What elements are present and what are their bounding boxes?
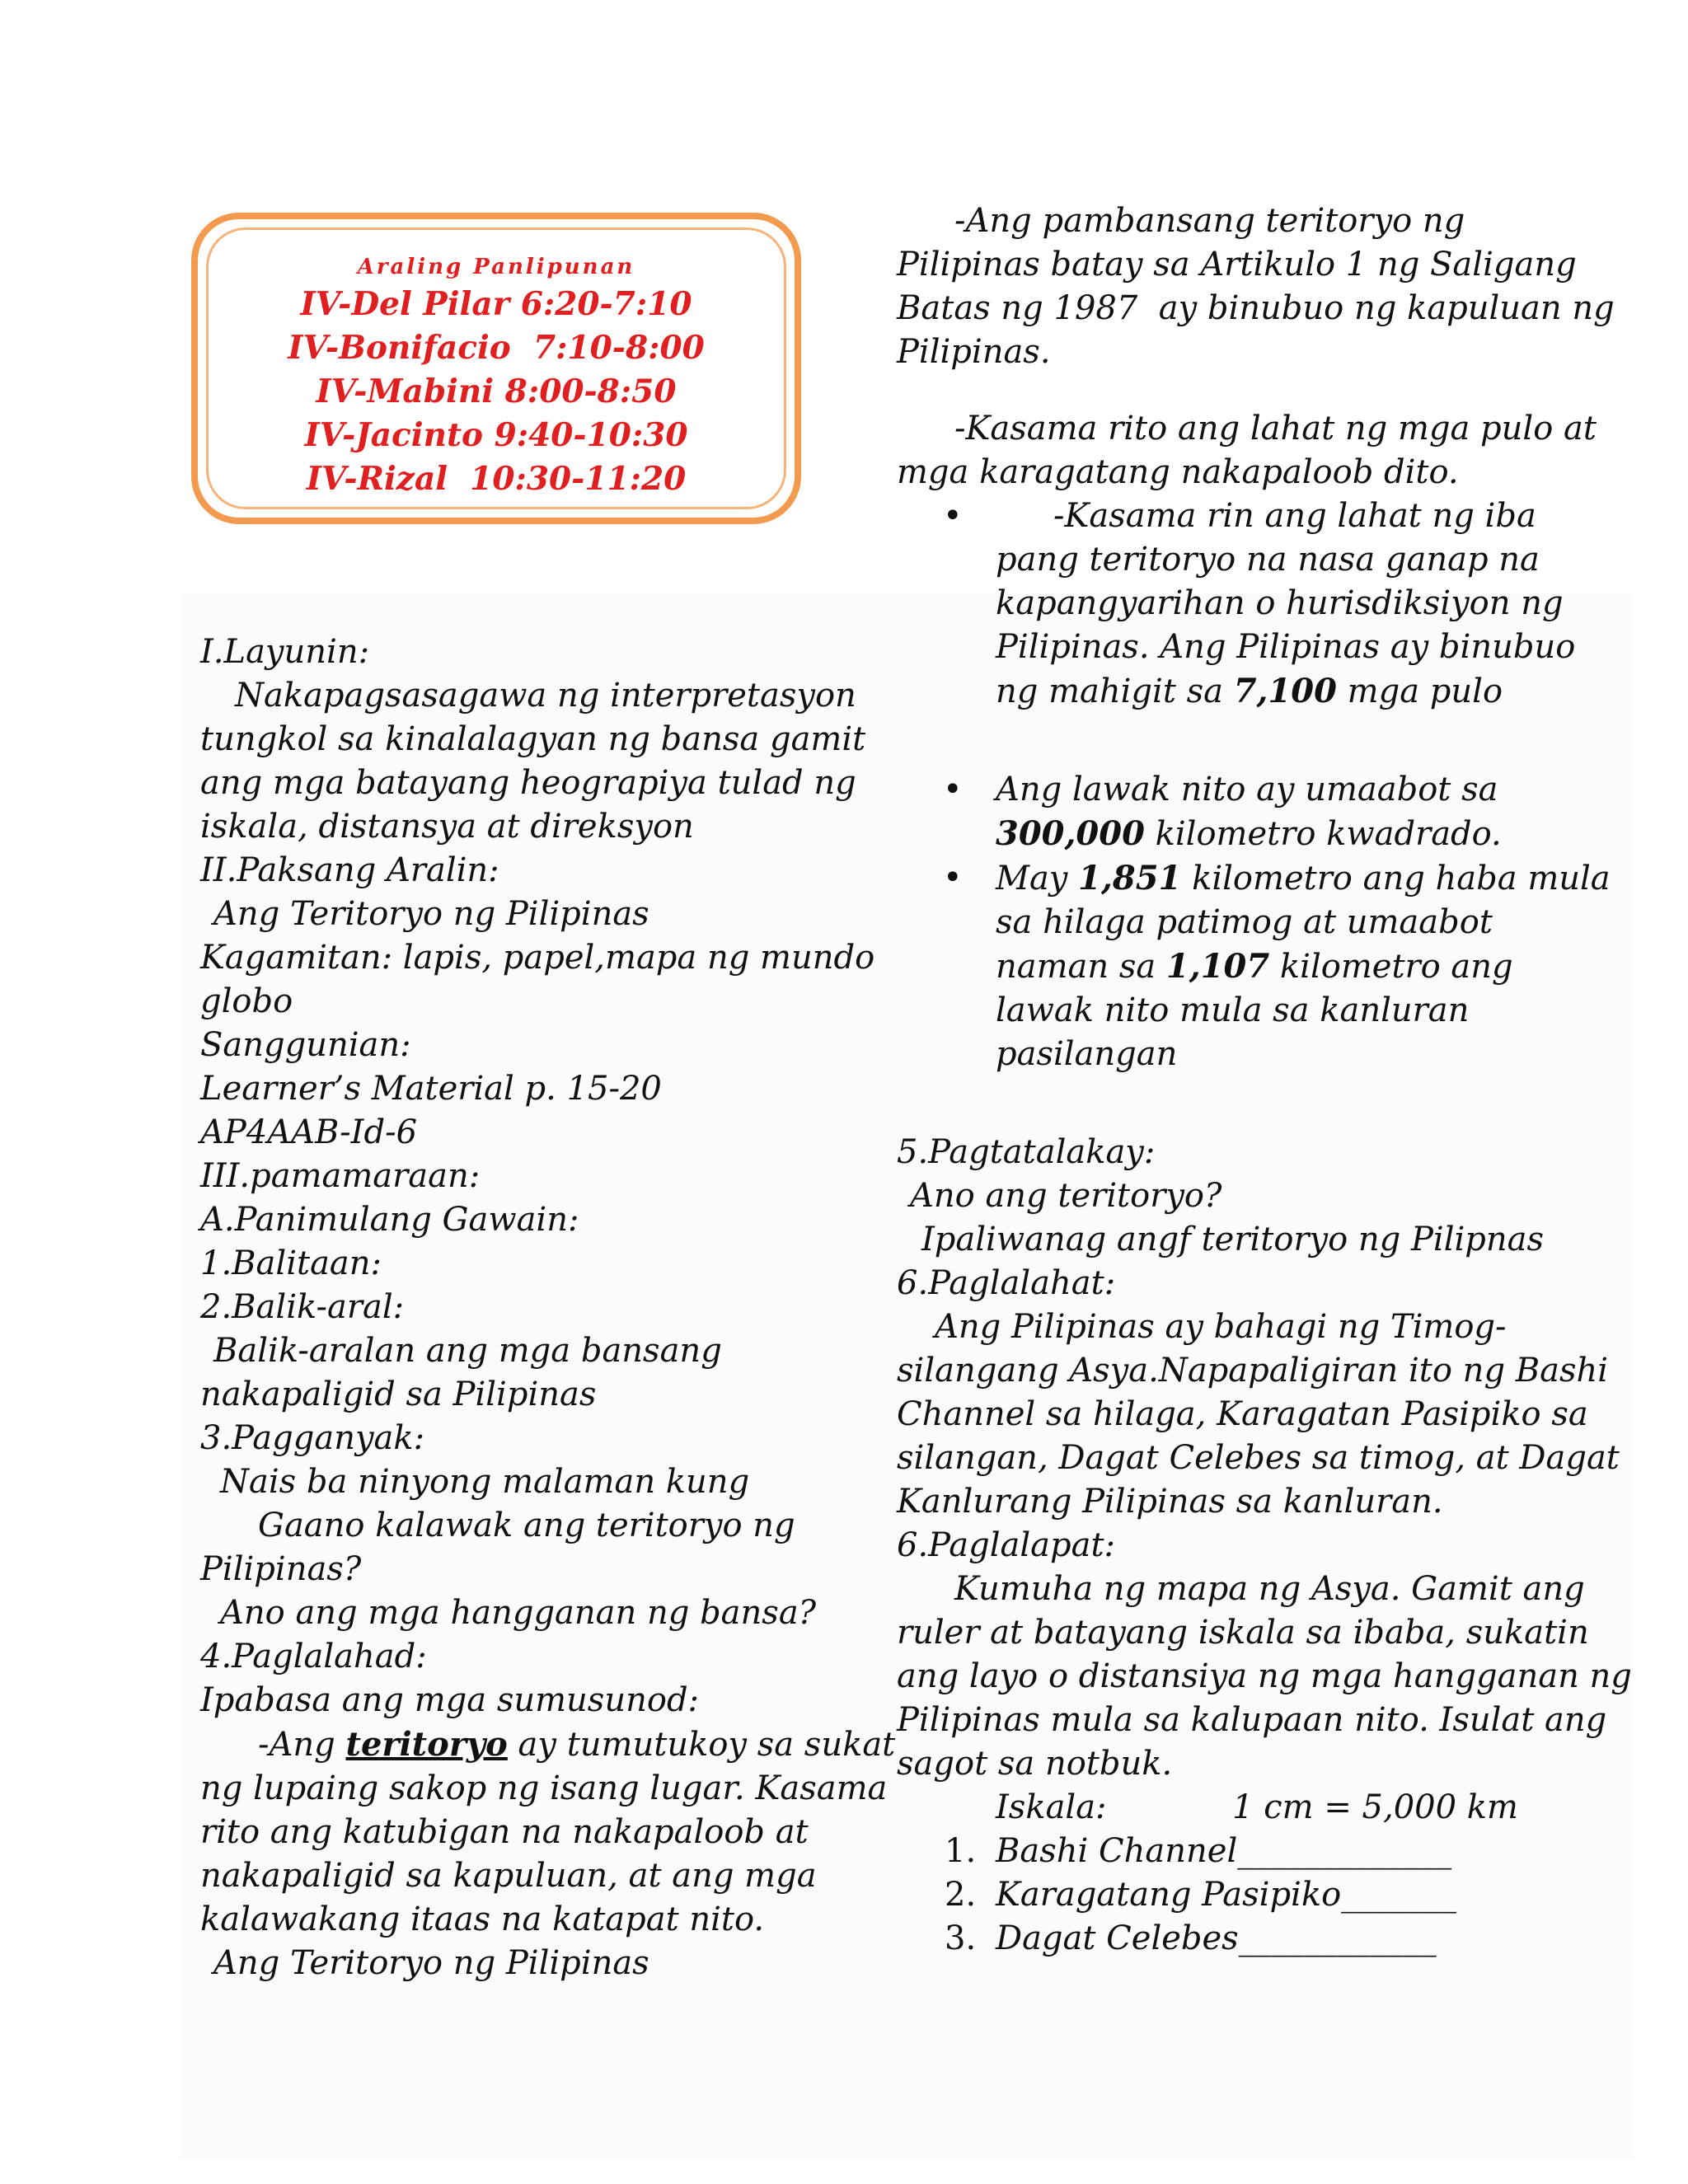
bullet-line	[996, 669, 1540, 714]
bullet-line	[996, 944, 1540, 989]
ipabasa-line: Ipabasa ang mga sumusunod:	[200, 1681, 700, 1719]
balik-aral-line: Balik-aralan ang mga bansang	[213, 1332, 722, 1370]
schedule-line: IV-Mabini 8:00-8:50	[316, 373, 677, 410]
pagganyak-heading: 3.Pagganyak:	[200, 1419, 425, 1457]
schedule-line: IV-Del Pilar 6:20-7:10	[300, 285, 692, 323]
schedule-line: IV-Bonifacio 7:10-8:00	[288, 329, 705, 367]
layunin-text-line: ang mga batayang heograpiya tulad ng	[200, 764, 856, 802]
list-number: 2.	[945, 1876, 977, 1914]
bullet-item	[897, 494, 1576, 714]
bullet-line: sa hilaga patimog at umaabot	[996, 903, 1493, 941]
list-item-text: Bashi Channel_____________	[996, 1832, 1452, 1870]
pagganyak-line: Ano ang mga hangganan ng bansa?	[220, 1594, 817, 1632]
list-number: 1.	[945, 1832, 977, 1870]
text-span: ng mahigit sa	[996, 673, 1234, 710]
sanggunian-line: Learner’s Material p. 15-20	[200, 1070, 662, 1108]
sanggunian-heading: Sanggunian:	[200, 1026, 411, 1064]
definition-first-line	[200, 1722, 896, 1767]
text-span: kilometro ang	[1269, 948, 1513, 986]
closing-line: Ang Teritoryo ng Pilipinas	[213, 1944, 649, 1982]
schedule-box	[191, 213, 801, 524]
bullet-line	[996, 812, 1540, 856]
balitaan-heading: 1.Balitaan:	[200, 1244, 382, 1282]
right-column	[897, 199, 1632, 1961]
bullet-line: kapangyarihan o hurisdiksiyon ng	[996, 584, 1564, 622]
definition-line: nakapaligid sa kapuluan, at ang mga	[200, 1857, 817, 1895]
bullet-line: Pilipinas. Ang Pilipinas ay binubuo	[996, 628, 1576, 666]
paglalahat-heading: 6.Paglalahat:	[897, 1264, 1116, 1302]
bullet-item	[897, 856, 1611, 1076]
bullet-line: -Kasama rin ang lahat ng iba	[1053, 497, 1536, 535]
bullet-icon: •	[943, 771, 963, 808]
paglalapat-line: ang layo o distansiya ng mga hangganan ng	[897, 1657, 1632, 1695]
text-span: naman sa	[996, 948, 1166, 986]
definition-line: rito ang katubigan na nakapaloob at	[200, 1813, 809, 1851]
paglalahat-line: Kanlurang Pilipinas sa kanluran.	[897, 1483, 1443, 1521]
paksa-text: Ang Teritoryo ng Pilipinas	[213, 895, 649, 933]
list-number: 3.	[945, 1919, 977, 1957]
kagamitan-line: Kagamitan: lapis, papel,mapa ng mundo	[200, 939, 875, 977]
list-item	[897, 1917, 1540, 1961]
list-item-text: Karagatang Pasipiko_______	[996, 1876, 1457, 1914]
list-item-text: Dagat Celebes____________	[996, 1919, 1437, 1957]
bullet-line: pasilangan	[996, 1035, 1178, 1073]
pagtatalakay-line: Ipaliwanag angf teritoryo ng Pilipnas	[921, 1221, 1545, 1258]
bold-number: 1,107	[1165, 947, 1270, 986]
bold-number: 7,100	[1233, 672, 1337, 710]
paglalahat-line: silangang Asya.Napapaligiran ito ng Bashi	[897, 1352, 1609, 1390]
bullet-line	[996, 856, 1611, 901]
paglalapat-line: sagot sa notbuk.	[897, 1745, 1173, 1783]
panimula-heading: A.Panimulang Gawain:	[200, 1201, 579, 1239]
text-span: May	[996, 860, 1079, 898]
layunin-text-line: Nakapagsasagawa ng interpretasyon	[235, 677, 856, 715]
list-item	[897, 1830, 1540, 1873]
list-item	[897, 1873, 1540, 1917]
bullet-list	[897, 494, 1611, 1076]
schedule-line: IV-Jacinto 9:40-10:30	[304, 416, 688, 454]
paragraph-line: Batas ng 1987 ay binubuo ng kapuluan ng	[897, 289, 1615, 327]
layunin-heading: I.Layunin:	[200, 633, 370, 671]
pagtatalakay-heading: 5.Pagtatalakay:	[897, 1133, 1156, 1171]
paksa-heading: II.Paksang Aralin:	[200, 851, 499, 889]
pagganyak-line: Nais ba ninyong malaman kung	[220, 1463, 750, 1501]
paglalahat-line: silangan, Dagat Celebes sa timog, at Dagat	[897, 1439, 1620, 1477]
text-span: kilometro kwadrado.	[1144, 815, 1502, 853]
pagtatalakay-line: Ano ang teritoryo?	[910, 1177, 1222, 1215]
definition-line: ng lupaing sakop ng isang lugar. Kasama	[200, 1769, 888, 1807]
paragraph-line: Pilipinas.	[897, 333, 1051, 371]
paglalahat-line: Channel sa hilaga, Karagatan Pasipiko sa	[897, 1395, 1588, 1433]
definition-line: kalawakang itaas na katapat nito.	[200, 1900, 765, 1938]
bold-number: 300,000	[996, 814, 1145, 853]
bullet-line: Ang lawak nito ay umaabot sa	[996, 771, 1498, 808]
text-span: mga pulo	[1336, 673, 1503, 710]
pagganyak-line: Pilipinas?	[200, 1550, 362, 1588]
sanggunian-line: AP4AAB-Id-6	[200, 1113, 418, 1151]
bullet-line: lawak nito mula sa kanluran	[996, 991, 1470, 1029]
pagganyak-line: Gaano kalawak ang teritoryo ng	[258, 1507, 795, 1544]
kagamitan-line: globo	[200, 982, 293, 1020]
definition-rest: ay tumutukoy sa sukat	[507, 1726, 896, 1764]
balik-aral-heading: 2.Balik-aral:	[200, 1288, 405, 1326]
iskala-line: Iskala: 1 cm = 5,000 km	[996, 1788, 1518, 1826]
definition-prefix: -Ang	[258, 1726, 346, 1764]
paragraph-line: mga karagatang nakapaloob dito.	[897, 453, 1459, 491]
paglalapat-line: Kumuha ng mapa ng Asya. Gamit ang	[954, 1570, 1585, 1608]
bullet-icon: •	[943, 859, 963, 897]
paglalapat-heading: 6.Paglalapat:	[897, 1526, 1116, 1564]
paragraph-line: -Ang pambansang teritoryo ng	[954, 202, 1465, 240]
paragraph-line: -Kasama rito ang lahat ng mga pulo at	[954, 410, 1597, 448]
schedule-heading: Araling Panlipunan	[357, 255, 635, 279]
paglalahad-heading: 4.Paglalahad:	[200, 1638, 427, 1675]
definition-term: teritoryo	[345, 1725, 508, 1764]
layunin-text-line: tungkol sa kinalalagyan ng bansa gamit	[200, 720, 866, 758]
pamamaraan-heading: III.pamamaraan:	[200, 1157, 481, 1195]
schedule-inner	[206, 227, 786, 509]
layunin-text-line: iskala, distansya at direksyon	[200, 808, 694, 846]
balik-aral-line: nakapaligid sa Pilipinas	[200, 1376, 597, 1413]
schedule-line: IV-Rizal 10:30-11:20	[306, 460, 687, 498]
bullet-item	[897, 768, 1540, 856]
paglalahat-line: Ang Pilipinas ay bahagi ng Timog-	[935, 1308, 1507, 1346]
bold-number: 1,851	[1078, 859, 1182, 898]
paglalapat-line: ruler at batayang iskala sa ibaba, sukatin	[897, 1614, 1589, 1652]
text-span: kilometro ang haba mula	[1181, 860, 1611, 898]
bullet-line: pang teritoryo na nasa ganap na	[996, 541, 1540, 579]
paragraph-line: Pilipinas batay sa Artikulo 1 ng Saligang	[897, 246, 1577, 284]
bullet-icon: •	[943, 497, 963, 535]
paglalapat-line: Pilipinas mula sa kalupaan nito. Isulat ang	[897, 1701, 1607, 1739]
left-column	[200, 630, 896, 1985]
